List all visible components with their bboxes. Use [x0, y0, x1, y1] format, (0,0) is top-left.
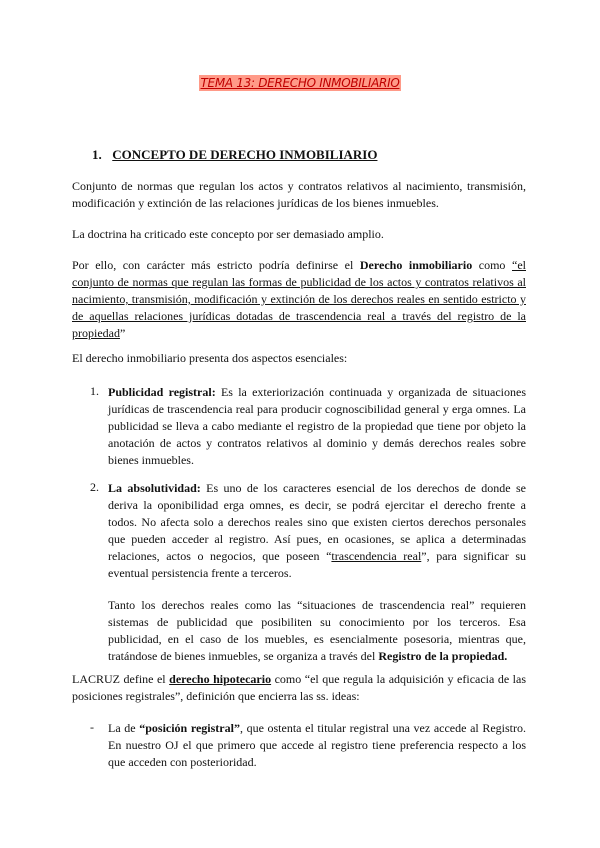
paragraph-text: Conjunto de normas que regulan los actos y contratos relativos al nacimiento, transmisión, modificación y extinción de las relaciones jurídicas de los bienes inmuebles. [72, 179, 526, 210]
underlined-quote: “el conjunto de normas que regulan las formas de publicidad de los actos y contratos relativos al nacimiento, transmisión, modificación y extinción de los derechos reales en sentido estricto y de aquellas relaciones jurídicas dotadas de trascendencia real a través del registro de la propiedad [72, 258, 526, 340]
text-run: Tanto los derechos reales como las “situaciones de trascendencia real” requieren sistemas de publicidad que posibiliten su conocimiento por los terceros. Esa publicidad, en el caso de los muebles, es esencialmente posesoria, mientras que, tratándose de bienes inmuebles, se organiza a través del [108, 598, 526, 663]
text-run: ”, para significar su eventual persistencia frente a terceros. [108, 549, 526, 580]
page-title: TEMA 13: DERECHO INMOBILIARIO [200, 76, 400, 90]
list-item-text [108, 384, 526, 469]
paragraph-text: El derecho inmobiliario presenta dos aspectos esenciales: [72, 351, 348, 365]
list-item [90, 384, 526, 469]
bold-term: Registro de la propiedad. [378, 649, 508, 663]
paragraph-aspects-intro [72, 350, 526, 367]
text-run: Por ello, con carácter más estricto podría definirse el [72, 258, 360, 272]
bold-term: Publicidad registral: [108, 385, 216, 399]
title-container [0, 74, 600, 92]
text-run: , que ostenta el titular registral una vez accede al Registro. En nuestro OJ el que primero que accede al registro tiene preferencia respecto a los que acceden con posterioridad. [108, 721, 527, 769]
list-item-text [108, 480, 526, 582]
section-heading-text: CONCEPTO DE DERECHO INMOBILIARIO [112, 147, 378, 162]
paragraph-text [72, 257, 526, 342]
paragraph-text [72, 671, 526, 705]
list-item [90, 480, 526, 582]
paragraph-text [108, 597, 526, 665]
text-run: como [472, 258, 512, 272]
text-run: ” [119, 326, 126, 340]
bold-term: “posición registral” [139, 721, 240, 735]
paragraph-strict-definition [72, 257, 526, 342]
bold-underlined-term: derecho hipotecario [169, 672, 272, 686]
bold-term: La absolutividad: [108, 481, 201, 495]
section-number: 1. [92, 147, 102, 162]
section-heading [92, 147, 377, 163]
bold-term: Derecho inmobiliario [359, 258, 473, 272]
paragraph-lacruz [72, 671, 526, 705]
text-run: Es uno de los caracteres esencial de los derechos de donde se deriva la oponibilidad erga omnes, es decir, se podrá ejercitar el derecho frente a todos. No afecta solo a derechos reales sino que existen ciertos derechos personales que pueden acceder al registro. Así pues, en ocasiones, se aplica a determinadas relaciones, actos o negocios, que poseen “ [108, 481, 526, 563]
bullet-item [90, 720, 526, 771]
bullet-item-text [108, 720, 526, 771]
bullet-dash: - [90, 720, 94, 734]
text-run: como “el que regula la adquisición y eficacia de las posiciones registrales”, definición que encierra las ss. ideas: [72, 672, 526, 703]
list-number: 2. [90, 480, 99, 494]
text-run: LACRUZ define el [72, 672, 170, 686]
paragraph-text: La doctrina ha criticado este concepto por ser demasiado amplio. [72, 227, 384, 241]
text-run: La de [108, 721, 140, 735]
text-run: Es la exteriorización continuada y organizada de situaciones jurídicas de trascendencia real para producir cognoscibilidad general y erga omnes. La publicidad se lleva a cabo mediante el registro de la propiedad que tiene por objeto la anotación de actos y contratos relativos al dominio y demás derechos reales sobre bienes inmuebles. [108, 385, 526, 467]
list-number: 1. [90, 384, 99, 398]
underlined-term: trascendencia real [331, 549, 422, 563]
paragraph-criticism [72, 226, 526, 243]
paragraph-definition [72, 178, 526, 212]
list-item-continuation [108, 597, 526, 665]
